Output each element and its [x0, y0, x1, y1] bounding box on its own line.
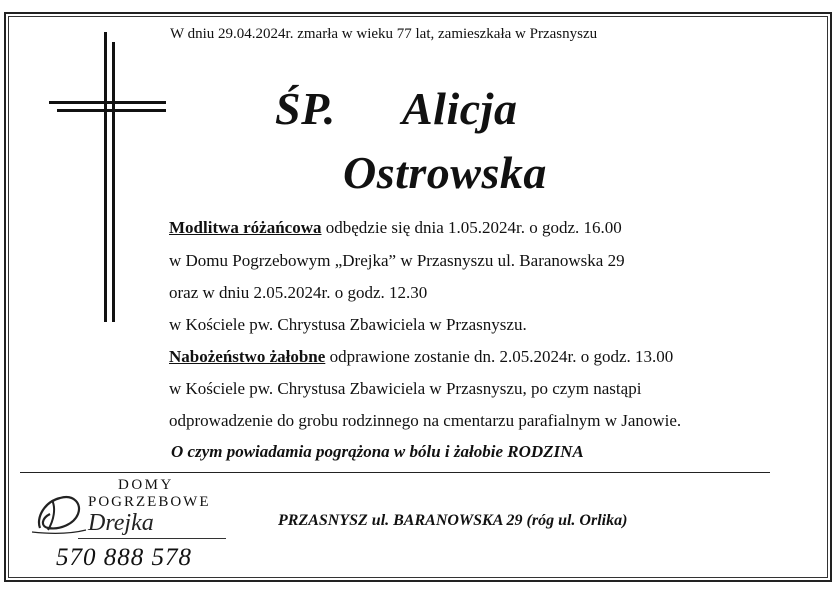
- funeral-label: Nabożeństwo żałobne: [169, 347, 326, 366]
- funeral-home-address: PRZASNYSZ ul. BARANOWSKA 29 (róg ul. Orlika): [278, 512, 628, 529]
- logo-rule: [78, 538, 226, 539]
- rosary-label: Modlitwa różańcowa: [169, 218, 322, 237]
- closing-line: O czym powiadamia pogrążona w bólu i żałobie RODZINA: [171, 442, 584, 461]
- body-line-7: odprowadzenie do grobu rodzinnego na cmentarzu parafialnym w Janowie.: [169, 411, 682, 430]
- death-notice-line: W dniu 29.04.2024r. zmarła w wieku 77 lat, zamieszkała w Przasnyszu: [170, 26, 598, 42]
- body-line-4: w Kościele pw. Chrystusa Zbawiciela w Przasnyszu.: [169, 315, 527, 334]
- deceased-first-name: Alicja: [402, 83, 518, 134]
- funeral-text: odprawione zostanie dn. 2.05.2024r. o godz. 13.00: [325, 347, 674, 366]
- deceased-prefix: ŚP.: [275, 83, 336, 134]
- body-line-3: oraz w dniu 2.05.2024r. o godz. 12.30: [169, 283, 428, 302]
- logo-domy: DOMY: [118, 477, 174, 493]
- drejka-logo-mark: [30, 488, 160, 538]
- funeral-line: [169, 347, 673, 367]
- logo-name: Drejka: [88, 510, 154, 536]
- rosary-line: [169, 218, 622, 238]
- footer-separator: [20, 472, 770, 473]
- rosary-text: odbędzie się dnia 1.05.2024r. o godz. 16.00: [321, 218, 622, 237]
- body-line-2: w Domu Pogrzebowym „Drejka” w Przasnyszu ul. Baranowska 29: [169, 251, 625, 270]
- phone-number: 570 888 578: [56, 544, 192, 571]
- deceased-last-name: Ostrowska: [343, 147, 547, 198]
- logo-pogrzebowe: POGRZEBOWE: [88, 494, 211, 510]
- body-line-6: w Kościele pw. Chrystusa Zbawiciela w Przasnyszu, po czym nastąpi: [169, 379, 642, 398]
